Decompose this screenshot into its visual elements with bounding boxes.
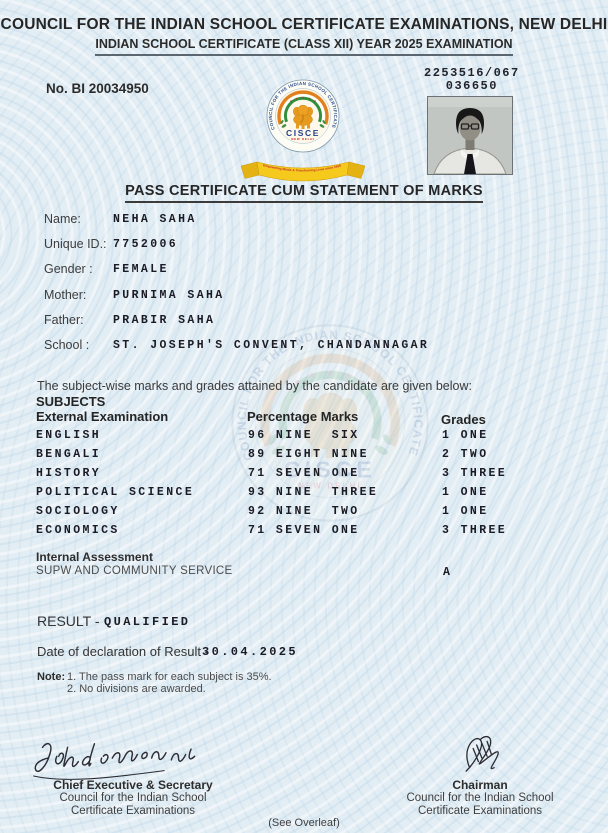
subject-marks: 93 NINE THREE (248, 486, 379, 499)
chairman-title: Chairman (452, 778, 508, 792)
internal-assessment-subject: SUPW AND COMMUNITY SERVICE (36, 565, 233, 577)
column-header-grades: Grades (441, 412, 486, 427)
field-row-name (0, 212, 608, 228)
column-header-marks: Percentage Marks (247, 409, 359, 424)
subject-marks: 71 SEVEN ONE (248, 467, 360, 480)
field-value: NEHA SAHA (113, 213, 197, 226)
chairman-signature-block (375, 778, 585, 818)
field-label: School : (44, 338, 90, 352)
result-label: RESULT - (37, 613, 100, 629)
secretary-title: Chief Executive & Secretary (53, 778, 213, 792)
subject-grade: 1 ONE (442, 486, 489, 499)
subject-marks: 71 SEVEN ONE (248, 524, 360, 537)
subject-name: ENGLISH (36, 429, 102, 442)
serial-line-2: 036650 (445, 79, 498, 93)
subject-grade: 3 THREE (442, 467, 508, 480)
subject-marks: 92 NINE TWO (248, 505, 360, 518)
subject-name: HISTORY (36, 467, 102, 480)
secretary-signature-block (18, 778, 248, 818)
note-item-2: 2. No divisions are awarded. (67, 683, 206, 695)
subject-grade: 1 ONE (442, 505, 489, 518)
table-row (0, 505, 608, 520)
result-date-label: Date of declaration of Result - (37, 644, 209, 659)
marks-intro: The subject-wise marks and grades attained by the candidate are given below: (37, 379, 472, 393)
document-title: PASS CERTIFICATE CUM STATEMENT OF MARKS (125, 183, 483, 203)
field-value: ST. JOSEPH'S CONVENT, CHANDANNAGAR (113, 339, 430, 352)
chairman-org-line-2: Certificate Examinations (418, 805, 542, 817)
field-value: 7752006 (113, 238, 179, 251)
column-header-subject: External Examination (36, 409, 169, 424)
exam-heading: INDIAN SCHOOL CERTIFICATE (CLASS XII) YEAR 2025 EXAMINATION (95, 37, 512, 56)
subject-name: ECONOMICS (36, 524, 120, 537)
field-value: PRABIR SAHA (113, 314, 216, 327)
internal-assessment-heading: Internal Assessment (36, 550, 153, 564)
table-row (0, 524, 608, 539)
note-item-1: 1. The pass mark for each subject is 35%. (67, 671, 272, 683)
secretary-org-line-2: Certificate Examinations (71, 805, 195, 817)
secretary-signature-icon (30, 736, 200, 782)
certificate-number: No. BI 20034950 (46, 81, 149, 96)
field-label: Mother: (44, 288, 87, 302)
table-row (0, 448, 608, 463)
subject-marks: 96 NINE SIX (248, 429, 360, 442)
result-value: QUALIFIED (104, 615, 191, 629)
subject-grade: 2 TWO (442, 448, 489, 461)
field-value: FEMALE (113, 263, 169, 276)
subject-name: SOCIOLOGY (36, 505, 120, 518)
field-value: PURNIMA SAHA (113, 289, 225, 302)
field-label: Name: (44, 212, 81, 226)
council-heading: COUNCIL FOR THE INDIAN SCHOOL CERTIFICATE EXAMINATIONS, NEW DELHI (0, 16, 608, 33)
cisce-logo (233, 74, 373, 186)
subjects-heading: SUBJECTS (36, 394, 106, 409)
chairman-signature-icon (432, 731, 537, 779)
internal-assessment-grade: A (443, 566, 453, 579)
chairman-org-line-1: Council for the Indian School (406, 792, 554, 804)
table-row (0, 467, 608, 482)
serial-number (424, 67, 520, 93)
field-row-father (0, 313, 608, 329)
subject-grade: 3 THREE (442, 524, 508, 537)
subject-name: BENGALI (36, 448, 102, 461)
secretary-org-line-1: Council for the Indian School (59, 792, 207, 804)
table-row (0, 429, 608, 444)
subject-name: POLITICAL SCIENCE (36, 486, 195, 499)
result-date-value: 30.04.2025 (202, 645, 299, 659)
field-label: Unique ID.: (44, 237, 107, 251)
candidate-photo (428, 97, 512, 174)
field-label: Gender : (44, 262, 93, 276)
field-row-gender (0, 262, 608, 278)
field-row-school (0, 338, 608, 354)
see-overleaf-note: (See Overleaf) (268, 817, 340, 829)
serial-line-1: 2253516/067 (424, 66, 520, 80)
table-row (0, 486, 608, 501)
field-row-mother (0, 288, 608, 304)
field-label: Father: (44, 313, 84, 327)
field-row-unique-id (0, 237, 608, 253)
note-label: Note: (37, 671, 66, 683)
subject-marks: 89 EIGHT NINE (248, 448, 369, 461)
subject-grade: 1 ONE (442, 429, 489, 442)
